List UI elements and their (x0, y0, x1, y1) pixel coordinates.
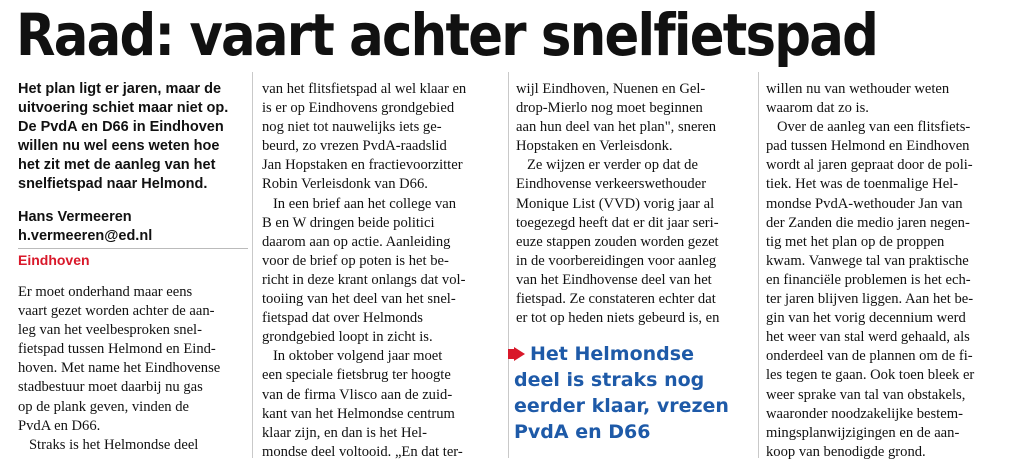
body-line: Hopstaken en Verleisdonk. (516, 138, 673, 155)
pull-quote-line (514, 341, 744, 367)
column-divider (508, 72, 509, 458)
pull-quote-line: deel is straks nog (514, 369, 705, 391)
lead-line: De PvdA en D66 in Eindhoven (18, 119, 224, 135)
body-line: toegezegd heeft dat er dit jaar seri- (516, 214, 719, 231)
lead-paragraph (18, 80, 248, 194)
body-line: Er moet onderhand maar eens (18, 284, 193, 300)
body-line: kant van het Helmondse centrum (262, 405, 455, 422)
body-line: weer sprake van tal van obstakels, (766, 386, 966, 403)
body-line: wordt al jaren gepraat door de poli- (766, 157, 973, 174)
body-line: van de firma Vlisco aan de zuid- (262, 386, 453, 403)
body-line: van het Eindhovense deel van het (516, 271, 712, 288)
body-line: een speciale fietsbrug ter hoogte (262, 367, 451, 384)
body-line: drop-Mierlo nog moet beginnen (516, 100, 703, 117)
body-line: Monique List (VVD) vorig jaar al (516, 195, 715, 212)
pull-quote-text: Het Helmondse (530, 343, 694, 365)
body-line: ter jaren blijven liggen. Aan het be- (766, 291, 974, 308)
lead-line: Het plan ligt er jaren, maar de (18, 81, 222, 97)
body-line: fietspad dat over Helmonds (262, 310, 423, 327)
body-line: Over de aanleg van een flitsfiets- (766, 119, 971, 136)
column-1 (18, 80, 248, 455)
body-line: gin van het vorig decennium werd (766, 310, 966, 327)
body-line: euze stappen zouden worden gezet (516, 233, 719, 250)
body-line: wijl Eindhoven, Nuenen en Gel- (516, 81, 706, 97)
body-line: onderdeel van de plannen om de fi- (766, 348, 973, 365)
byline (18, 208, 248, 246)
body-line: In oktober volgend jaar moet (262, 348, 443, 365)
body-line: fietspad tussen Helmond en Eind- (18, 341, 216, 358)
body-line: op de plank geven, vinden de (18, 398, 190, 415)
body-line: PvdA en D66. (18, 417, 101, 434)
body-line: les tegen te gaan. Ook toen bleek er (766, 367, 975, 384)
body-line: Straks is het Helmondse deel (18, 436, 199, 453)
lead-line: uitvoering schiet maar niet op. (18, 100, 229, 116)
pull-quote-arrow-icon (514, 347, 525, 361)
body-line: er tot op heden niets gebeurd is, en (516, 310, 720, 327)
body-line: het weer van stal werd gehaald, als (766, 329, 970, 346)
body-line: tooiing van het deel van het snel- (262, 291, 456, 308)
body-line: voor de brief op poten is het be- (262, 252, 449, 269)
body-line: richt in deze krant onlangs dat vol- (262, 271, 466, 288)
body-line: der Zanden die medio jaren negen- (766, 214, 970, 231)
body-text (516, 80, 754, 328)
body-line: nog niet tot nauwelijks iets ge- (262, 119, 442, 136)
lead-line: snelfietspad naar Helmond. (18, 176, 208, 192)
column-2 (262, 80, 504, 462)
column-divider (252, 72, 253, 458)
lead-line: willen nu wel eens weten hoe (18, 138, 220, 154)
column-divider (758, 72, 759, 458)
body-text (262, 80, 504, 462)
body-line: is er op Eindhovens grondgebied (262, 100, 455, 117)
body-line: klaar zijn, en dan is het Hel- (262, 424, 427, 441)
body-line: aan hun deel van het plan", sneren (516, 119, 717, 136)
body-line: koop van benodigde grond. (766, 443, 926, 460)
body-line: mondse deel voltooid. „En dat ter- (262, 443, 463, 460)
lead-line: het zit met de aanleg van het (18, 157, 216, 173)
body-line: hoven. Met name het Eindhovense (18, 360, 221, 377)
body-line: Eindhovense verkeerswethouder (516, 176, 707, 193)
body-line: Ze wijzen er verder op dat de (516, 157, 698, 174)
body-line: beurd, zo vrezen PvdA-raadslid (262, 138, 447, 155)
body-line: waarom dat zo is. (766, 100, 869, 117)
body-line: kwam. Vanwege tal van praktische (766, 252, 969, 269)
body-text (766, 80, 1014, 462)
body-line: waaronder noodzakelijke bestem- (766, 405, 963, 422)
body-line: leg van het veelbesproken snel- (18, 322, 202, 339)
body-line: en financiële problemen is het ech- (766, 271, 971, 288)
column-4 (766, 80, 1014, 462)
body-text (18, 283, 248, 455)
body-line: van het flitsfietspad al wel klaar en (262, 81, 467, 97)
body-line: tiek. Het was de toenmalige Hel- (766, 176, 959, 193)
body-line: willen nu van wethouder weten (766, 81, 950, 97)
body-line: B en W dringen beide politici (262, 214, 435, 231)
author-name: Hans Vermeeren (18, 209, 132, 225)
body-line: In een brief aan het college van (262, 195, 457, 212)
headline: Raad: vaart achter snelfietspad (16, 1, 878, 69)
body-line: Jan Hopstaken en fractievoorzitter (262, 157, 463, 174)
pull-quote-line: PvdA en D66 (514, 421, 651, 443)
pull-quote (514, 341, 744, 445)
body-line: Robin Verleisdonk van D66. (262, 176, 428, 193)
body-line: vaart gezet worden achter de aan- (18, 303, 215, 320)
body-line: grondgebied loopt in zicht is. (262, 329, 433, 346)
author-email: h.vermeeren@ed.nl (18, 228, 153, 244)
dateline: Eindhoven (18, 248, 248, 269)
column-3 (516, 80, 754, 328)
body-line: mondse PvdA-wethouder Jan van (766, 195, 963, 212)
body-line: tig met het plan op de proppen (766, 233, 945, 250)
body-line: fietspad. Ze constateren echter dat (516, 291, 716, 308)
body-line: daarom aan op actie. Aanleiding (262, 233, 451, 250)
body-line: mingsplanwijzigingen en de aan- (766, 424, 960, 441)
body-line: pad tussen Helmond en Eindhoven (766, 138, 970, 155)
body-line: stadbestuur moet daarbij nu gas (18, 379, 203, 396)
pull-quote-line: eerder klaar, vrezen (514, 395, 729, 417)
body-line: in de voorbereidingen voor aanleg (516, 252, 717, 269)
